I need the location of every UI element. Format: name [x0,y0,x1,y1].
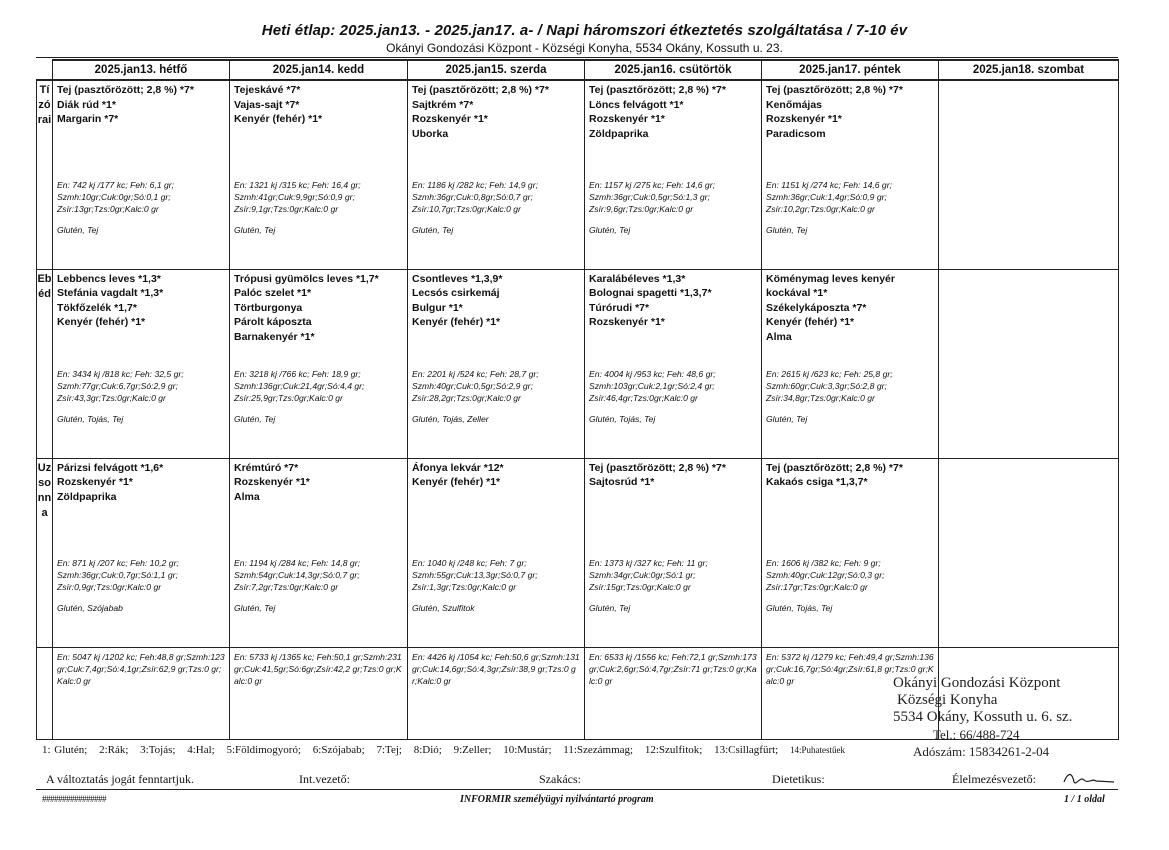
meal-label: Tízórai [37,80,53,269]
allergen-info: Glutén, Tej [589,602,631,613]
legend-item: 6:Szójabab; [312,744,365,756]
dish: Paradicsom [766,127,826,140]
dish: Kenyér (fehér) *1* [766,316,855,328]
day-header: 2025.jan13. hétfő [53,60,230,80]
daily-total-cell [585,647,762,739]
menu-cell [53,458,230,647]
menu-cell [408,269,585,458]
nutrition-line: En: 1151 kj /274 kc; Feh: 14,6 gr; [766,180,892,190]
dish: Kenyér (fehér) *1* [412,476,501,488]
menu-cell [230,269,408,458]
dish: Tej (pasztőrözött; 2,8 %) *7* [57,84,194,96]
legend-item: 12:Szulfitok; [644,744,703,756]
meal-label: Ebéd [37,269,53,458]
day-header: 2025.jan15. szerda [408,60,585,80]
dish: Székelykáposzta *7* [766,301,867,314]
footer-program: INFORMIR személyügyi nyilvántartó program [460,794,654,805]
dish: Bolognai spagetti *1,3,7* [589,287,712,299]
menu-cell [230,80,408,269]
stamp-line: Adószám: 15834261-2-04 [913,744,1050,759]
daily-total-cell [408,647,585,739]
handwritten-signature [1062,770,1116,788]
nutrition-info [234,179,405,215]
daily-total-cell [230,647,408,739]
nutrition-line: Szmh:36gr;Cuk:0,5gr;Só:1,3 gr; [589,192,710,202]
dish: Tej (pasztőrözött; 2,8 %) *7* [589,84,726,96]
menu-cell-empty [939,80,1119,269]
manager-signature-label: Int.vezető: [299,772,350,786]
nutrition-line: Zsír:10,2gr;Tzs:0gr;Kalc:0 gr [766,204,875,214]
nutrition-line: En: 3434 kj /818 kc; Feh: 32,5 gr; [57,368,184,379]
allergen-info: Glutén, Tej [412,225,454,235]
nutrition-line: Zsír:1,3gr;Tzs:0gr;Kalc:0 gr [412,581,517,592]
meal-row-ebed [37,269,1119,458]
legend-item: 10:Mustár; [503,744,552,756]
dish: Diák rúd *1* [57,98,116,111]
nutrition-info [589,557,759,593]
dish: Tej (pasztőrözött; 2,8 %) *7* [766,461,903,474]
legend-item: 9:Zeller; [453,744,492,756]
nutrition-line: En: 1157 kj /275 kc; Feh: 14,6 gr; [589,180,715,190]
dish: Löncs felvágott *1* [589,98,684,111]
dish: Kenőmájas [766,98,823,111]
allergen-info: Glutén, Tojás, Zeller [412,413,489,424]
footer-left: ################ [42,794,106,804]
menu-cell [585,269,762,458]
nutrition-line: En: 4004 kj /953 kc; Feh: 48,6 gr; [589,368,716,379]
nutrition-line: En: 1373 kj /327 kc; Feh: 11 gr; [589,557,708,568]
page-title: Heti étlap: 2025.jan13. - 2025.jan17. a- / Napi háromszori étkeztetés szolgáltatása / 7-10 év [261,22,908,39]
nutrition-line: Zsír:15gr;Tzs:0gr;Kalc:0 gr [589,581,691,592]
nutrition-line: Szmh:34gr;Cuk:0gr;Só:1 gr; [589,569,696,580]
catering-manager-signature-label: Élelmezésvezető: [952,772,1036,786]
nutrition-line: Zsír:43,3gr;Tzs:0gr;Kalc:0 gr [57,392,166,403]
allergen-legend [42,744,853,756]
meal-row-uzsonna [37,458,1119,647]
nutrition-info [766,179,936,215]
nutrition-line: Szmh:41gr;Cuk:9,9gr;Só:0,9 gr; [234,192,355,202]
menu-cell-empty [939,269,1119,458]
day-header-row [37,60,1119,80]
nutrition-line: Szmh:77gr;Cuk:6,7gr;Só:2,9 gr; [57,380,178,391]
nutrition-info [57,179,227,215]
dish: Lebbencs leves *1,3* [57,272,161,285]
nutrition-line: Zsír:25,9gr;Tzs:0gr;Kalc:0 gr [234,392,343,403]
menu-cell [53,80,230,269]
dietitian-signature-label: Dietetikus: [772,772,825,786]
nutrition-line: Zsír:7,2gr;Tzs:0gr;Kalc:0 gr [234,581,339,592]
nutrition-line: Szmh:40gr;Cuk:12gr;Só:0,3 gr; [766,569,885,580]
daily-total-cell [53,647,230,739]
dish: Stefánia vagdalt *1,3* [57,287,164,299]
nutrition-line: En: 871 kj /207 kc; Feh: 10,2 gr; [57,557,179,568]
menu-cell-empty [939,458,1119,647]
dish: Köménymag leves kenyér [766,272,895,285]
dish: Kenyér (fehér) *1* [57,316,146,328]
dish: Tökfőzelék *1,7* [57,301,137,314]
nutrition-info [589,368,759,404]
nutrition-line: Zsír:28,2gr;Tzs:0gr;Kalc:0 gr [412,392,521,403]
nutrition-line: En: 1186 kj /282 kc; Feh: 14,9 gr; [412,180,538,190]
dish: Rozskenyér *1* [57,476,133,488]
nutrition-line: Szmh:10gr;Cuk:0gr;Só:0,1 gr; [57,192,171,202]
page-subtitle: Okányi Gondozási Központ - Községi Konyha, 5534 Okány, Kossuth u. 23. [386,41,783,55]
dish: Rozskenyér *1* [589,316,665,328]
legend-item: 13:Csillagfürt; [714,744,779,756]
corner-cell [37,60,53,80]
allergen-info: Glutén, Tej [234,602,276,613]
menu-table [36,59,1119,740]
meal-row-tizorai [37,80,1119,269]
nutrition-info [57,368,227,404]
nutrition-info [412,179,582,215]
nutrition-line: Zsír:46,4gr;Tzs:0gr;Kalc:0 gr [589,392,698,403]
stamp-line: Községi Konyha [897,692,998,708]
menu-cell [585,80,762,269]
legend-item: 7:Tej; [376,744,402,756]
nutrition-line: Zsír:17gr;Tzs:0gr;Kalc:0 gr [766,581,868,592]
menu-cell [408,80,585,269]
footer-page: 1 / 1 oldal [1064,794,1105,805]
nutrition-info [589,179,759,215]
allergen-info: Glutén, Tej [234,413,276,424]
allergen-info: Glutén, Tojás, Tej [766,602,833,613]
dish: Tej (pasztőrözött; 2,8 %) *7* [589,461,726,474]
nutrition-line: Zsír:0,9gr;Tzs:0gr;Kalc:0 gr [57,581,162,592]
nutrition-line: En: 3218 kj /766 kc; Feh: 18,9 gr; [234,368,361,379]
allergen-info: Glutén, Tej [57,225,99,235]
meal-label: Uzsonna [37,458,53,647]
nutrition-info [412,557,582,593]
nutrition-line: En: 2201 kj /524 kc; Feh: 28,7 gr; [412,368,539,379]
dish: Vajas-sajt *7* [234,98,300,111]
legend-item: 3:Tojás; [140,744,176,756]
daily-total: En: 5372 kj /1279 kc; Feh:49,4 gr;Szmh:136gr;Cuk:16,7gr;Só:4gr;Zsír:61,8 gr;Tzs:0 gr;Kalc:0 gr [766,651,934,686]
legend-item: 11:Szezámmag; [563,744,634,756]
daily-total: En: 4426 kj /1054 kc; Feh:50,6 gr;Szmh:131gr;Cuk:14,6gr;Só:4,3gr;Zsír:38,9 gr;Tzs:0 gr;Kalc:0 gr [412,651,580,686]
legend-item: 4:Hal; [187,744,215,756]
stamp-line: Okányi Gondozási Központ [893,675,1061,691]
legend-item: 14:Puhatestűek [789,745,845,755]
nutrition-line: Szmh:136gr;Cuk:21,4gr;Só:4,4 gr; [234,380,365,391]
nutrition-info [766,368,936,404]
dish: Sajtosrúd *1* [589,476,655,488]
cook-signature-label: Szakács: [539,772,581,786]
dish: Tej (pasztőrözött; 2,8 %) *7* [766,84,903,96]
nutrition-line: Zsír:13gr;Tzs:0gr;Kalc:0 gr [57,204,159,214]
nutrition-line: Szmh:36gr;Cuk:0,7gr;Só:1,1 gr; [57,569,178,580]
daily-total: En: 5733 kj /1365 kc; Feh:50,1 gr;Szmh:231gr;Cuk:41,5gr;Só:6gr;Zsír:42,2 gr;Tzs:0 gr;Kalc:0 gr [234,651,402,686]
allergen-info: Glutén, Tojás, Tej [57,413,124,424]
nutrition-line: Zsír:9,1gr;Tzs:0gr;Kalc:0 gr [234,204,339,214]
menu-cell [585,458,762,647]
dish: Lecsós csirkemáj [412,287,500,299]
day-header: 2025.jan16. csütörtök [585,60,762,80]
dish: Barnakenyér *1* [234,330,315,343]
daily-total: En: 5047 kj /1202 kc; Feh:48,8 gr;Szmh:123gr;Cuk:7,4gr;Só:4,1gr;Zsír:62,9 gr;Tzs:0 gr;Kalc:0 gr [57,651,225,686]
menu-cell [53,269,230,458]
nutrition-info [766,557,936,593]
legend-item: 5:Földimogyoró; [226,744,302,756]
nutrition-line: Zsír:10,7gr;Tzs:0gr;Kalc:0 gr [412,204,521,214]
dish: Csontleves *1,3,9* [412,272,503,285]
total-label-cell [37,647,53,739]
kitchen-stamp [893,675,1123,760]
dish: Kenyér (fehér) *1* [412,316,501,328]
legend-item: 2:Rák; [99,744,129,756]
dish: Áfonya lekvár *12* [412,461,504,474]
nutrition-line: Zsír:34,8gr;Tzs:0gr;Kalc:0 gr [766,392,875,403]
nutrition-line: Szmh:36gr;Cuk:0,8gr;Só:0,7 gr; [412,192,533,202]
legend-item: 1: Glutén; [42,744,88,756]
nutrition-line: En: 1606 kj /382 kc; Feh: 9 gr; [766,557,881,568]
dish: Rozskenyér *1* [234,476,310,488]
dish: Tej (pasztőrözött; 2,8 %) *7* [412,84,549,96]
allergen-info: Glutén, Tej [234,225,276,235]
dish: Rozskenyér *1* [589,113,665,125]
dish: Párolt káposzta [234,316,312,328]
nutrition-line: Zsír:9,6gr;Tzs:0gr;Kalc:0 gr [589,204,694,214]
nutrition-line: Szmh:54gr;Cuk:14,3gr;Só:0,7 gr; [234,569,360,580]
header-divider [36,57,1118,58]
nutrition-info [57,557,227,593]
dish: Zöldpaprika [57,490,117,503]
dish: Tejeskávé *7* [234,84,301,96]
dish: Kenyér (fehér) *1* [234,113,323,125]
day-header: 2025.jan14. kedd [230,60,408,80]
dish: Törtburgonya [234,301,303,314]
nutrition-line: En: 1321 kj /315 kc; Feh: 16,4 gr; [234,180,361,190]
dish: Rozskenyér *1* [766,113,842,125]
dish: Zöldpaprika [589,127,649,140]
menu-cell [762,458,939,647]
menu-cell [762,269,939,458]
nutrition-info [412,368,582,404]
day-header: 2025.jan17. péntek [762,60,939,80]
allergen-info: Glutén, Tej [589,225,631,235]
legend-item: 8:Dió; [413,744,442,756]
nutrition-line: Szmh:36gr;Cuk:1,4gr;Só:0,9 gr; [766,192,887,202]
daily-total: En: 6533 kj /1556 kc; Feh:72,1 gr;Szmh:173gr;Cuk:2,6gr;Só:4,7gr;Zsír:71 gr;Tzs:0 gr;Kalc:0 gr [589,651,757,686]
allergen-info: Glutén, Szójabab [57,602,123,613]
nutrition-line: En: 2615 kj /623 kc; Feh: 25,8 gr; [766,368,893,379]
menu-cell [762,80,939,269]
dish: Krémtúró *7* [234,461,299,474]
dish: Párizsi felvágott *1,6* [57,461,164,474]
footer-divider [36,789,1118,790]
dish: Karalábéleves *1,3* [589,272,686,285]
dish: Palóc szelet *1* [234,287,312,299]
nutrition-line: En: 1040 kj /248 kc; Feh: 7 gr; [412,557,527,568]
dish: Kakaós csiga *1,3,7* [766,476,868,488]
nutrition-line: Szmh:40gr;Cuk:0,5gr;Só:2,9 gr; [412,380,533,391]
dish: Túrórudi *7* [589,301,650,314]
dish: Bulgur *1* [412,301,463,314]
dish: Alma [234,490,260,503]
menu-cell [408,458,585,647]
day-header: 2025.jan18. szombat [939,60,1119,80]
allergen-info: Glutén, Szulfitok [412,602,475,613]
nutrition-line: Szmh:103gr;Cuk:2,1gr;Só:2,4 gr; [589,380,715,391]
allergen-info: Glutén, Tojás, Tej [589,413,656,424]
dish: Alma [766,330,792,343]
dish: Uborka [412,127,449,140]
nutrition-line: En: 1194 kj /284 kc; Feh: 14,8 gr; [234,557,360,568]
stamp-line: 5534 Okány, Kossuth u. 6. sz. [893,709,1073,725]
dish: kockával *1* [766,287,828,299]
allergen-info: Glutén, Tej [766,225,808,235]
dish: Trópusi gyümölcs leves *1,7* [234,272,379,285]
nutrition-info [234,557,405,593]
nutrition-line: En: 742 kj /177 kc; Feh: 6,1 gr; [57,180,175,190]
stamp-line: Tel.: 66/488-724 [933,727,1020,742]
nutrition-info [234,368,405,404]
menu-cell [230,458,408,647]
nutrition-line: Szmh:55gr;Cuk:13,3gr;Só:0,7 gr; [412,569,538,580]
dish: Rozskenyér *1* [412,113,488,125]
nutrition-line: Szmh:60gr;Cuk:3,3gr;Só:2,8 gr; [766,380,887,391]
rights-note: A változtatás jogát fenntartjuk. [46,772,194,786]
allergen-info: Glutén, Tej [766,413,808,424]
dish: Sajtkrém *7* [412,98,474,111]
dish: Margarin *7* [57,113,119,125]
